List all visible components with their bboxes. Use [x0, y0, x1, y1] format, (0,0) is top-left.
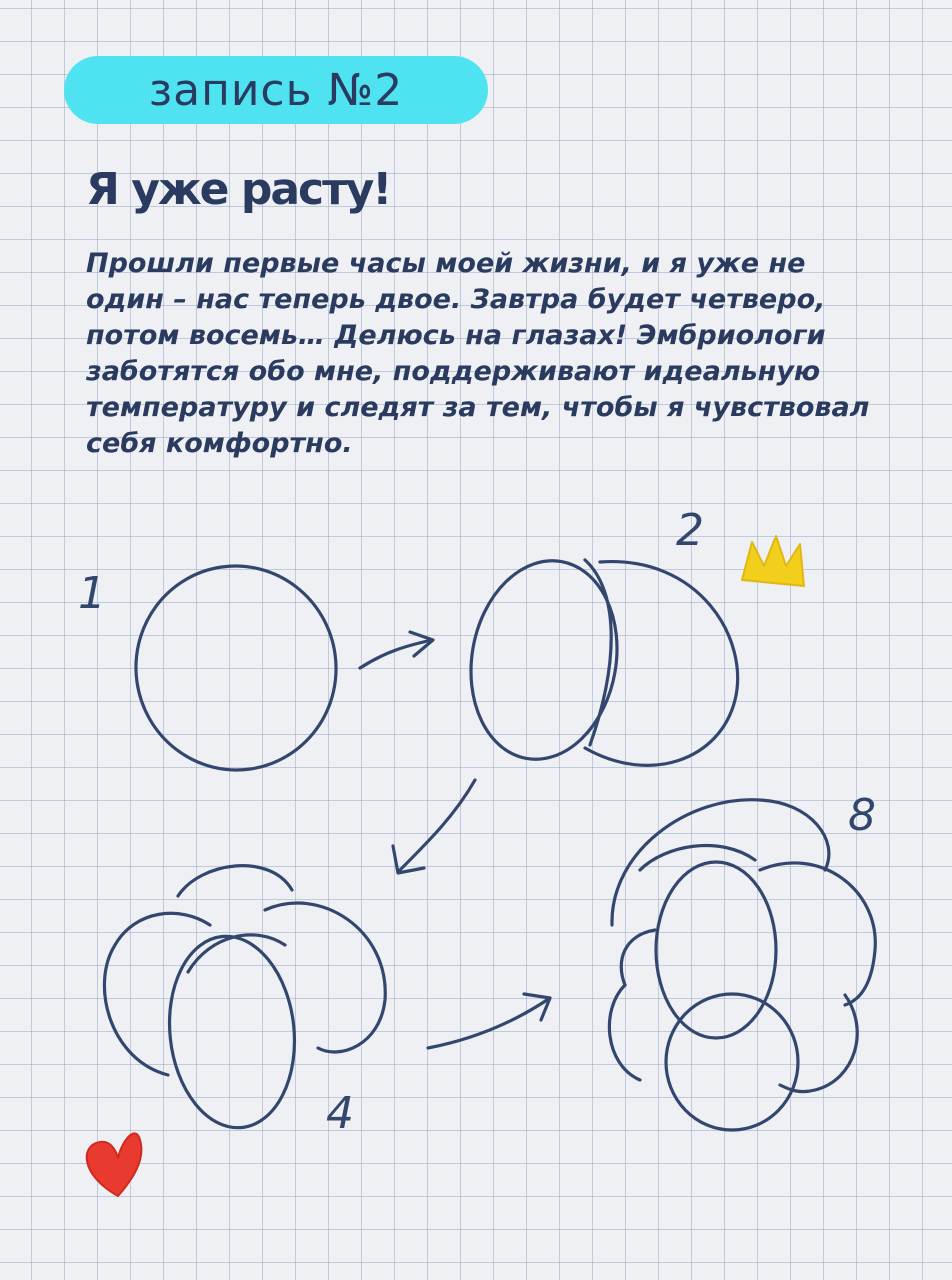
heart-icon: [87, 1133, 142, 1196]
crown-icon: [742, 536, 804, 586]
arrow-1-to-2: [360, 632, 433, 668]
stage-2-label: 2: [676, 505, 704, 556]
stage-4-cells: [104, 866, 385, 1139]
stage-2-cells: [456, 505, 738, 771]
arrow-4-to-8: [428, 994, 550, 1048]
page-title: Я уже расту!: [86, 164, 391, 215]
stage-1-cell: [78, 553, 349, 783]
stage-8-cells: [609, 790, 876, 1130]
stage-8-label: 8: [848, 790, 876, 841]
entry-badge-label: запись №2: [148, 64, 404, 116]
stage-1-label: 1: [78, 568, 106, 619]
body-text: Прошли первые часы моей жизни, и я уже не один – нас теперь двое. Завтра будет четверо, потом восемь… Делюсь на глазах! Эмбриологи заботятся обо мне, поддерживают идеальную температуру и следят за тем, чтобы я чувствовал себя комфортно.: [86, 248, 870, 459]
arrow-2-to-4: [393, 780, 475, 873]
stage-4-label: 4: [326, 1088, 354, 1139]
